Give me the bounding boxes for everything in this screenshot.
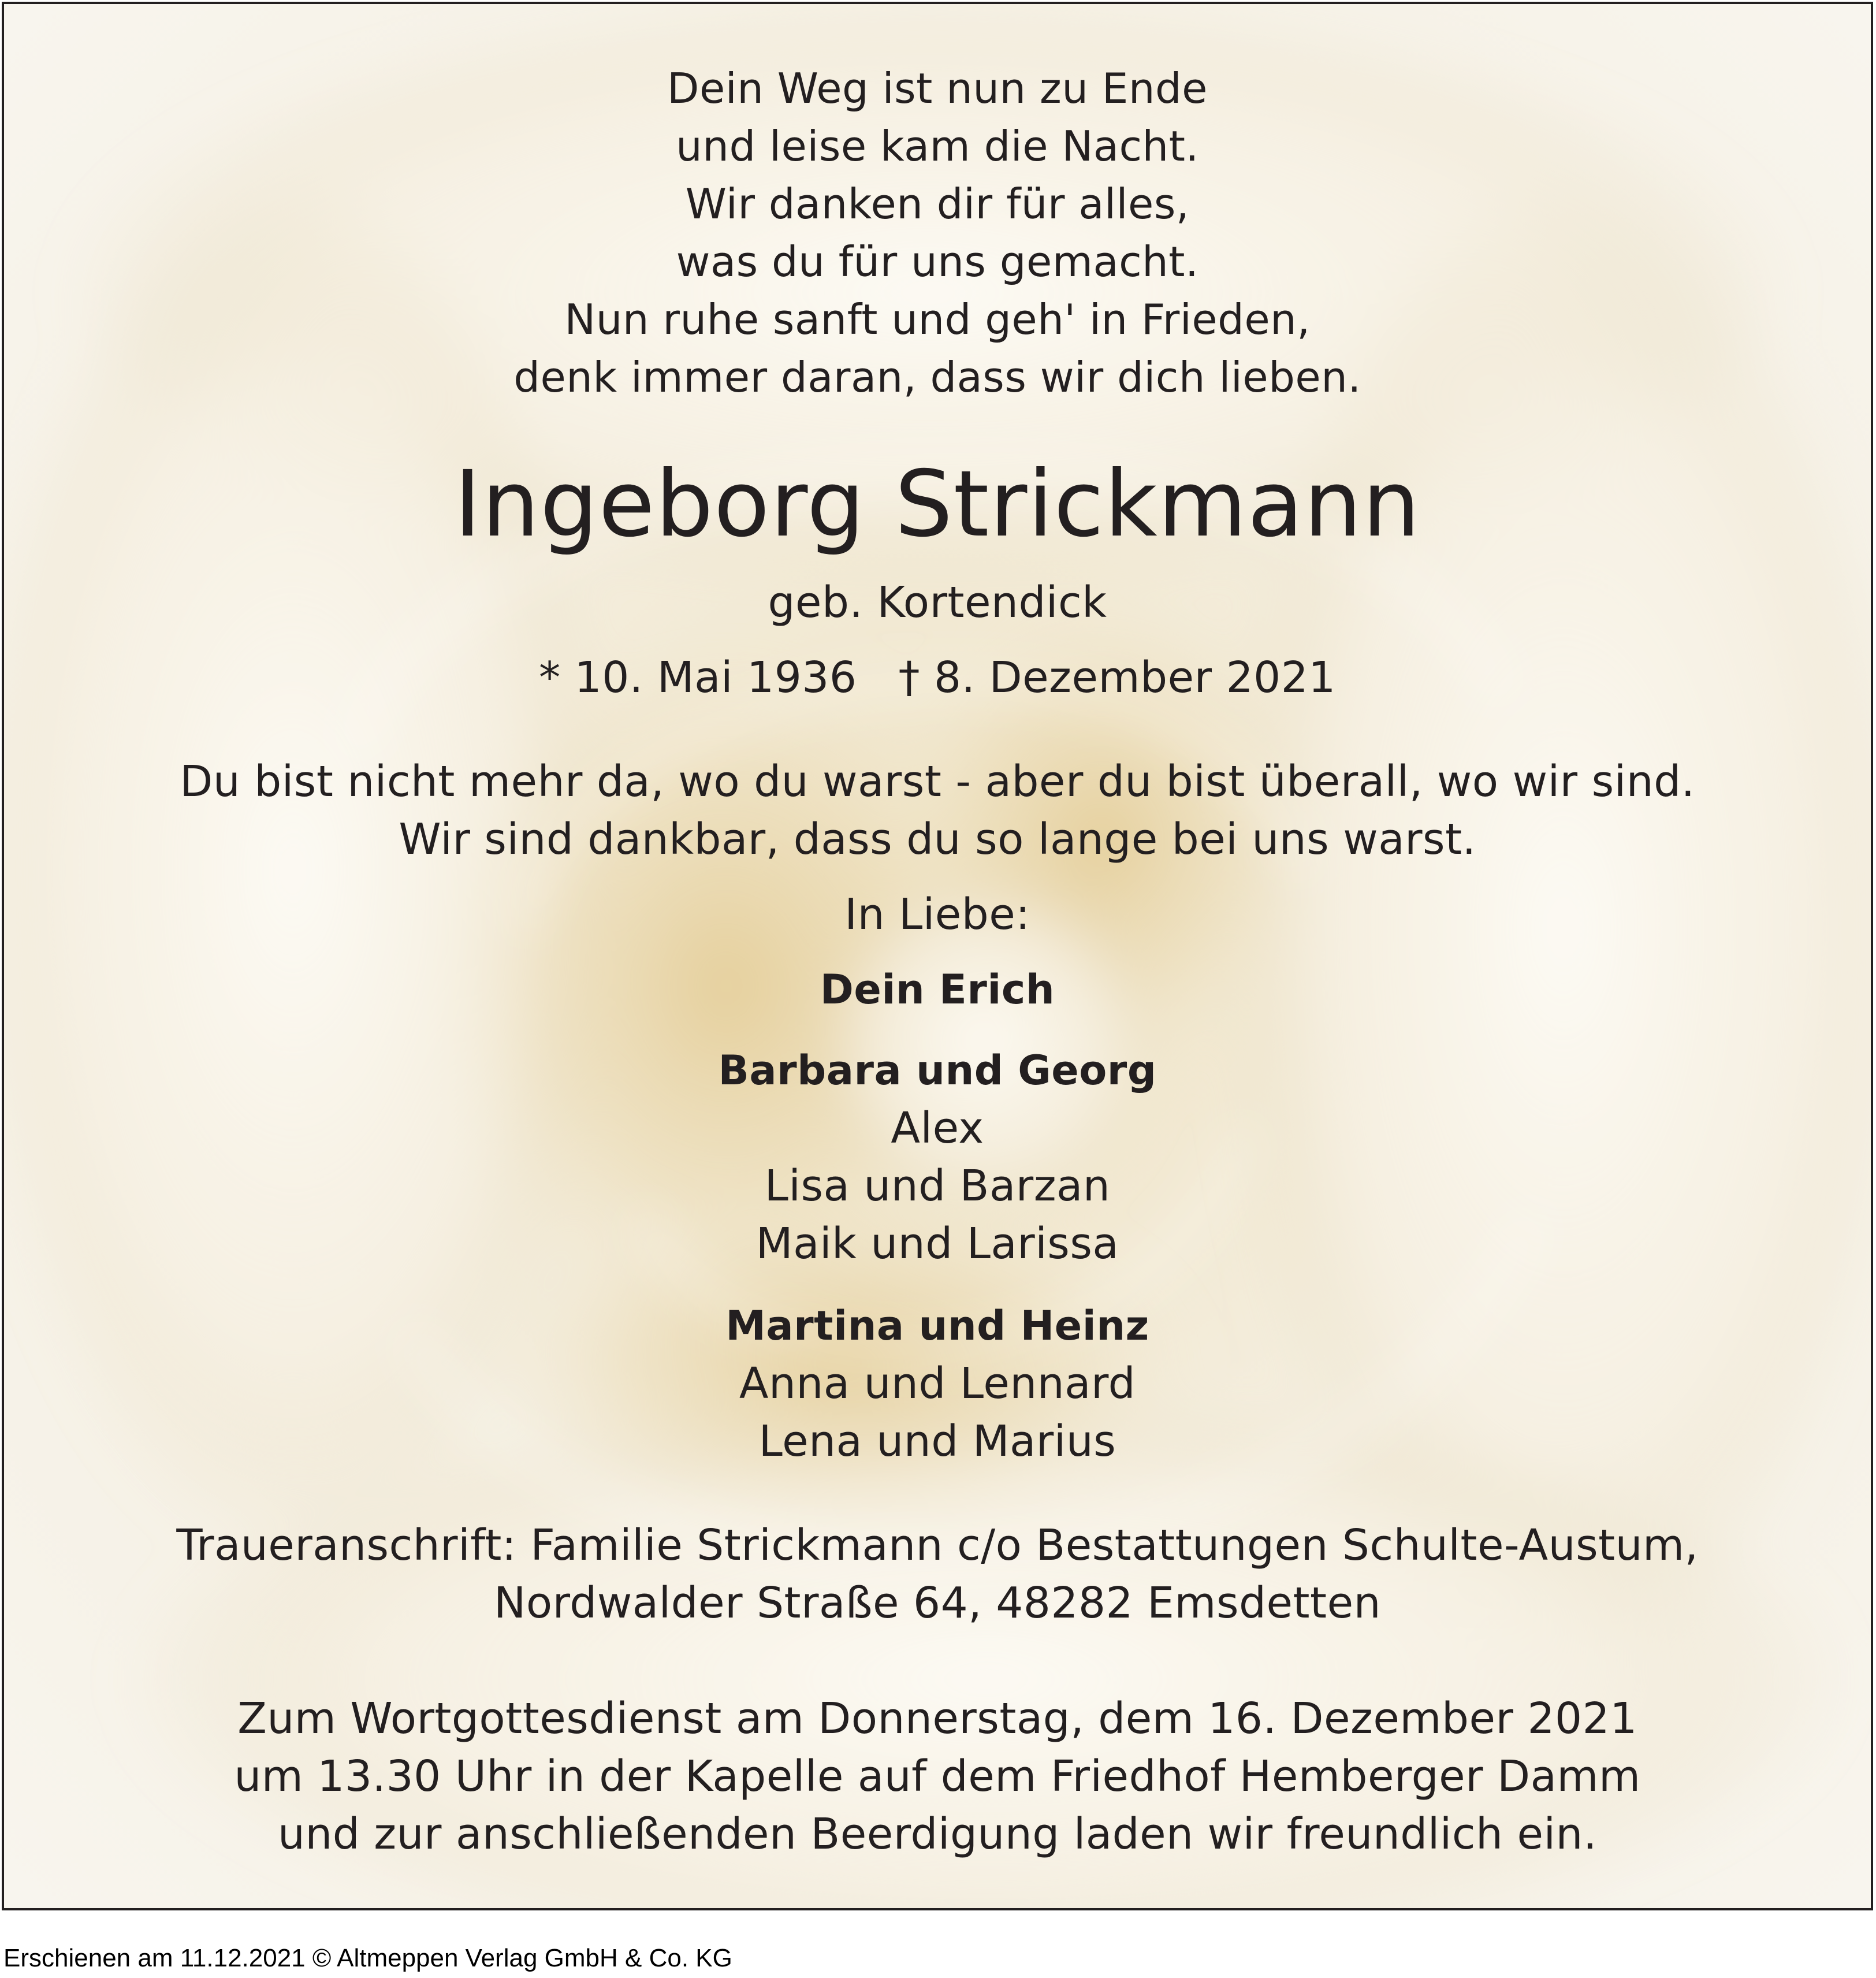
poem-line: Nun ruhe sanft und geh' in Frieden,	[564, 295, 1311, 344]
family-member: Anna und Lennard	[739, 1359, 1136, 1408]
family-member: Lisa und Barzan	[764, 1161, 1111, 1211]
mourner-spouse: Dein Erich	[820, 966, 1055, 1013]
address-line: Nordwalder Straße 64, 48282 Emsdetten	[493, 1578, 1381, 1628]
address-line: Traueranschrift: Familie Strickmann c/o Bestattungen Schulte-Austum,	[176, 1520, 1699, 1570]
poem-line: Dein Weg ist nun zu Ende	[667, 64, 1208, 113]
quote-line: Wir sind dankbar, dass du so lange bei uns warst.	[399, 815, 1476, 864]
life-dates: * 10. Mai 1936 † 8. Dezember 2021	[539, 653, 1336, 702]
family-member: Alex	[891, 1103, 984, 1153]
poem-line: was du für uns gemacht.	[676, 237, 1199, 286]
quote-line: Du bist nicht mehr da, wo du warst - aber du bist überall, wo wir sind.	[180, 757, 1695, 806]
obituary-notice	[2, 2, 1873, 1910]
notice-content	[4, 4, 1871, 1908]
family-head: Martina und Heinz	[725, 1302, 1149, 1349]
poem-line: und leise kam die Nacht.	[676, 122, 1199, 170]
maiden-name: geb. Kortendick	[768, 578, 1107, 627]
poem-line: denk immer daran, dass wir dich lieben.	[513, 353, 1361, 401]
service-line: um 13.30 Uhr in der Kapelle auf dem Friedhof Hemberger Damm	[234, 1752, 1641, 1801]
publication-credit: Erschienen am 11.12.2021 © Altmeppen Verlag GmbH & Co. KG	[3, 1944, 732, 1972]
family-member: Maik und Larissa	[755, 1219, 1119, 1269]
family-member: Lena und Marius	[758, 1416, 1116, 1466]
poem-line: Wir danken dir für alles,	[685, 180, 1190, 228]
mourners-intro: In Liebe:	[844, 890, 1030, 939]
service-line: und zur anschließenden Beerdigung laden wir freundlich ein.	[278, 1809, 1597, 1859]
service-line: Zum Wortgottesdienst am Donnerstag, dem 16. Dezember 2021	[237, 1694, 1637, 1743]
deceased-name: Ingeborg Strickmann	[454, 451, 1421, 557]
family-head: Barbara und Georg	[718, 1047, 1157, 1094]
